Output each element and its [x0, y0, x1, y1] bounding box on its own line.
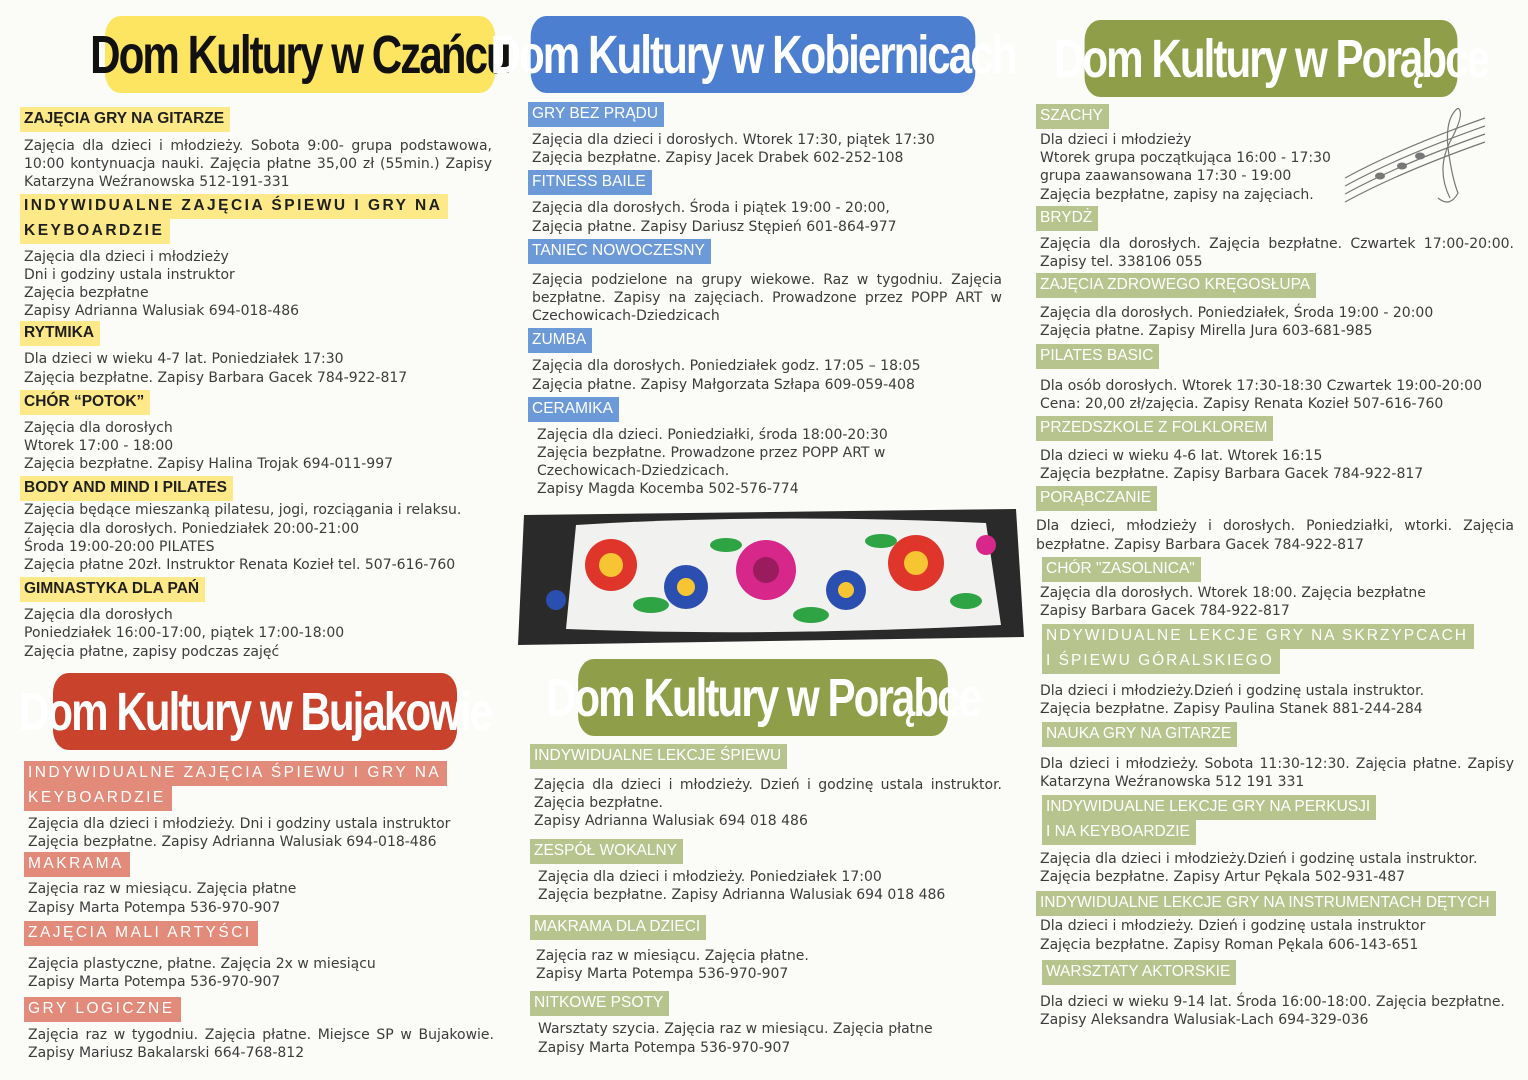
- activity-label: INDYWIDUALNE ZAJĘCIA ŚPIEWU I GRY NA: [24, 761, 447, 786]
- activity-desc: Zajęcia podzielone na grupy wiekowe. Raz w tygodniu. Zajęcia bezpłatne. Zapisy na zajęciach. Prowadzone przez POPP ART w Czechowicach-Dziedzicach: [532, 271, 1002, 325]
- activity-desc: Zajęcia dla dorosłych. Środa i piątek 19:00 - 20:00, Zajęcia płatne. Zapisy Dariusz Stępień 601-864-977: [532, 200, 897, 235]
- section-porabka-right: [1036, 104, 1514, 1029]
- activity-desc: Dla dzieci w wieku 9-14 lat. Środa 16:00-18:00. Zajęcia bezpłatne. Zapisy Aleksandra Walusiak-Lach 694-329-036: [1040, 993, 1505, 1029]
- activity-desc: Dla dzieci i młodzieży. Sobota 11:30-12:30. Zajęcia płatne. Zapisy Katarzyna Weźranowska 512 191 331: [1040, 755, 1514, 790]
- activity-label: BODY AND MIND I PILATES: [20, 476, 233, 501]
- activity-label: ZAJĘCIA MALI ARTYŚCI: [24, 921, 258, 946]
- banner-czaniec: Dom Kultury w Czańcu: [105, 16, 495, 93]
- floral-embroidery-image: [516, 505, 1026, 647]
- activity-label: ZAJĘCIA GRY NA GITARZE: [20, 107, 230, 132]
- activity-label: MAKRAMA: [24, 852, 130, 877]
- activity-desc: Zajęcia dla dorosłych Wtorek 17:00 - 18:00 Zajęcia bezpłatne. Zapisy Halina Trojak 694-011-997: [24, 419, 394, 473]
- activity-label: RYTMIKA: [20, 321, 100, 346]
- activity-desc: Zajęcia dla dorosłych. Zajęcia bezpłatne. Czwartek 17:00-20:00. Zapisy tel. 338106 055: [1040, 235, 1514, 271]
- activity-label: MAKRAMA DLA DZIECI: [530, 915, 706, 940]
- activity-label: PORĄBCZANIE: [1036, 486, 1157, 511]
- section-kobiernice: [528, 102, 1002, 499]
- activity-label: CERAMIKA: [528, 397, 619, 422]
- activity-label: CHÓR "ZASOLNICA": [1042, 557, 1201, 582]
- section-bujakow: [24, 761, 494, 1063]
- activity-desc: Zajęcia dla dorosłych. Poniedziałek, Środa 19:00 - 20:00 Zajęcia płatne. Zapisy Mirella Jura 603-681-985: [1040, 305, 1434, 340]
- activity-label: GIMNASTYKA DLA PAŃ: [20, 577, 205, 602]
- activity-desc: Dla dzieci i młodzieży.Dzień i godzinę ustala instruktor. Zajęcia bezpłatne. Zapisy Paulina Stanek 881-244-284: [1040, 683, 1425, 718]
- activity-desc: Zajęcia dla dzieci i młodzieży Dni i godziny ustala instruktor Zajęcia bezpłatne Zapisy Adrianna Walusiak 694-018-486: [24, 248, 300, 320]
- activity-label: PRZEDSZKOLE Z FOLKLOREM: [1036, 416, 1273, 441]
- activity-label-cont: KEYBOARDZIE: [20, 219, 170, 244]
- activity-desc: Zajęcia raz w miesiącu. Zajęcia płatne Zapisy Marta Potempa 536-970-907: [28, 881, 297, 916]
- activity-desc: Dla dzieci w wieku 4-6 lat. Wtorek 16:15 Zajęcia bezpłatne. Zapisy Barbara Gacek 784-922-817: [1040, 448, 1424, 483]
- activity-desc: Zajęcia dla dzieci i młodzieży. Dni i godziny ustala instruktor Zajęcia bezpłatne. Zapisy Adrianna Walusiak 694-018-486: [28, 816, 451, 851]
- activity-desc: Zajęcia dla dorosłych. Wtorek 18:00. Zajęcia bezpłatne Zapisy Barbara Gacek 784-922-817: [1040, 584, 1426, 620]
- activity-desc: Warsztaty szycia. Zajęcia raz w miesiącu. Zajęcia płatne Zapisy Marta Potempa 536-970-907: [538, 1021, 933, 1056]
- activity-label: WARSZTATY AKTORSKIE: [1042, 960, 1236, 985]
- banner-porabka-center: Dom Kultury w Porąbce: [578, 659, 948, 736]
- activity-desc: Dla dzieci w wieku 4-7 lat. Poniedziałek 17:30 Zajęcia bezpłatne. Zapisy Barbara Gacek 784-922-817: [24, 351, 408, 386]
- activity-label: INDYWIDUALNE ZAJĘCIA ŚPIEWU I GRY NA: [20, 194, 448, 219]
- activity-label-cont: KEYBOARDZIE: [24, 786, 172, 811]
- activity-label: BRYDŻ: [1036, 206, 1098, 231]
- activity-desc: Zajęcia dla dzieci i młodzieży. Sobota 9:00- grupa podstawowa, 10:00 kontynuacja nauki. Zajęcia płatne 35,00 zł (55min.) Zapisy Katarzyna Weźranowska 512-191-331: [24, 138, 492, 191]
- section-porabka-center: [530, 744, 1002, 1057]
- activity-label: ZAJĘCIA ZDROWEGO KRĘGOSŁUPA: [1036, 273, 1316, 298]
- banner-bujakow: Dom Kultury w Bujakowie: [53, 673, 457, 750]
- activity-label: ZESPÓŁ WOKALNY: [530, 839, 683, 864]
- activity-desc: Zajęcia raz w tygodniu. Zajęcia płatne. Miejsce SP w Bujakowie. Zapisy Mariusz Bakalarski 664-768-812: [28, 1027, 494, 1062]
- banner-kobiernice: Dom Kultury w Kobiernicach: [531, 16, 976, 93]
- activity-label-cont: I ŚPIEWU GÓRALSKIEGO: [1042, 649, 1280, 674]
- activity-label: FITNESS BAILE: [528, 170, 652, 195]
- activity-desc: Zajęcia dla dzieci i młodzieży. Poniedziałek 17:00 Zajęcia bezpłatne. Zapisy Adrianna Walusiak 694 018 486: [538, 868, 946, 903]
- activity-desc: Dla osób dorosłych. Wtorek 17:30-18:30 Czwartek 19:00-20:00 Cena: 20,00 zł/zajęcia. Zapisy Renata Kozieł 507-616-760: [1040, 377, 1482, 412]
- activity-desc: Zajęcia będące mieszanką pilatesu, jogi, rozciągania i relaksu. Zajęcia dla dorosłych. Poniedziałek 20:00-21:00 Środa 19:00-20:00 PILATES Zajęcia płatne 20zł. Instruktor Renata Kozieł tel. 507-616-760: [24, 502, 462, 574]
- activity-label: PILATES BASIC: [1036, 344, 1159, 369]
- activity-desc: Zajęcia dla dorosłych Poniedziałek 16:00-17:00, piątek 17:00-18:00 Zajęcia płatne, zapisy podczas zajęć: [24, 607, 345, 660]
- activity-desc: Zajęcia dla dorosłych. Poniedziałek godz. 17:05 – 18:05 Zajęcia płatne. Zapisy Małgorzata Szłapa 609-059-408: [532, 358, 921, 393]
- activity-label: GRY LOGICZNE: [24, 997, 181, 1022]
- activity-desc: Zajęcia dla dzieci i młodzieży.Dzień i godzinę ustala instruktor. Zajęcia bezpłatne. Zapisy Artur Pękala 502-931-487: [1040, 851, 1478, 886]
- section-czaniec: [20, 107, 492, 661]
- activity-label: ZUMBA: [528, 328, 592, 353]
- activity-label: NITKOWE PSOTY: [530, 991, 669, 1016]
- activity-label: INDYWIDUALNE LEKCJE GRY NA INSTRUMENTACH DĘTYCH: [1036, 891, 1496, 916]
- activity-label-cont: I NA KEYBOARDZIE: [1042, 820, 1196, 845]
- activity-desc: Zajęcia dla dzieci i młodzieży. Dzień i godzinę ustala instruktor. Zajęcia bezpłatne. Zapisy Adrianna Walusiak 694 018 486: [534, 777, 1002, 830]
- activity-desc: Dla dzieci i młodzieży. Dzień i godzinę ustala instruktor Zajęcia bezpłatne. Zapisy Roman Pękala 606-143-651: [1040, 918, 1426, 953]
- activity-label: TANIEC NOWOCZESNY: [528, 239, 711, 264]
- activity-label: CHÓR “POTOK”: [20, 390, 150, 415]
- activity-label: NDYWIDUALNE LEKCJE GRY NA SKRZYPCACH: [1042, 624, 1474, 649]
- activity-desc: Dla dzieci i młodzieży Wtorek grupa początkująca 16:00 - 17:30 grupa zaawansowana 17:30 - 19:00 Zajęcia bezpłatne, zapisy na zajęciach.: [1040, 132, 1331, 203]
- activity-desc: Zajęcia raz w miesiącu. Zajęcia płatne. Zapisy Marta Potempa 536-970-907: [536, 948, 809, 983]
- activity-label: SZACHY: [1036, 104, 1109, 129]
- activity-label: GRY BEZ PRĄDU: [528, 102, 664, 127]
- activity-desc: Dla dzieci, młodzieży i dorosłych. Poniedziałki, wtorki. Zajęcia bezpłatne. Zapisy Barbara Gacek 784-922-817: [1036, 518, 1514, 553]
- banner-porabka-right: Dom Kultury w Porąbce: [1085, 20, 1458, 97]
- activity-desc: Zajęcia dla dzieci. Poniedziałki, środa 18:00-20:30 Zajęcia bezpłatne. Prowadzone przez POPP ART w Czechowicach-Dziedzicach. Zapisy Magda Kocemba 502-576-774: [537, 426, 888, 498]
- activity-desc: Zajęcia dla dzieci i dorosłych. Wtorek 17:30, piątek 17:30 Zajęcia bezpłatne. Zapisy Jacek Drabek 602-252-108: [532, 132, 935, 167]
- activity-label: NAUKA GRY NA GITARZE: [1042, 722, 1237, 747]
- activity-label: INDYWIDUALNE LEKCJE GRY NA PERKUSJI: [1042, 795, 1376, 820]
- activity-desc: Zajęcia plastyczne, płatne. Zajęcia 2x w miesiącu Zapisy Marta Potempa 536-970-907: [28, 955, 376, 991]
- activity-label: INDYWIDUALNE LEKCJE ŚPIEWU: [530, 744, 787, 769]
